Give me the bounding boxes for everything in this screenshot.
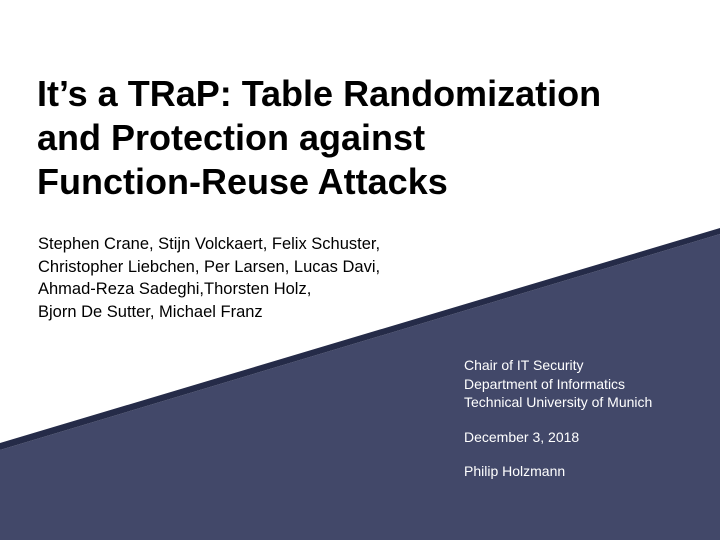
affiliation-block	[464, 356, 714, 412]
affiliation-department: Department of Informatics	[464, 375, 626, 392]
presentation-date: December 3, 2018	[464, 429, 580, 445]
author-list	[38, 233, 508, 323]
title-line: and Protection against	[37, 117, 426, 158]
affiliation-chair: Chair of IT Security	[464, 357, 584, 373]
author-line: Bjorn De Sutter, Michael Franz	[38, 302, 263, 321]
title-line: It’s a TRaP: Table Randomization	[37, 73, 602, 114]
author-line: Christopher Liebchen, Per Larsen, Lucas Davi,	[38, 257, 381, 276]
author-line: Stephen Crane, Stijn Volckaert, Felix Schuster,	[38, 235, 381, 253]
affiliation-university: Technical University of Munich	[464, 394, 653, 410]
presenter-name: Philip Holzmann	[464, 463, 566, 479]
title-line: Function-Reuse Attacks	[37, 161, 448, 202]
slide-title	[37, 72, 697, 204]
author-line: Ahmad-Reza Sadeghi,Thorsten Holz,	[38, 280, 312, 298]
